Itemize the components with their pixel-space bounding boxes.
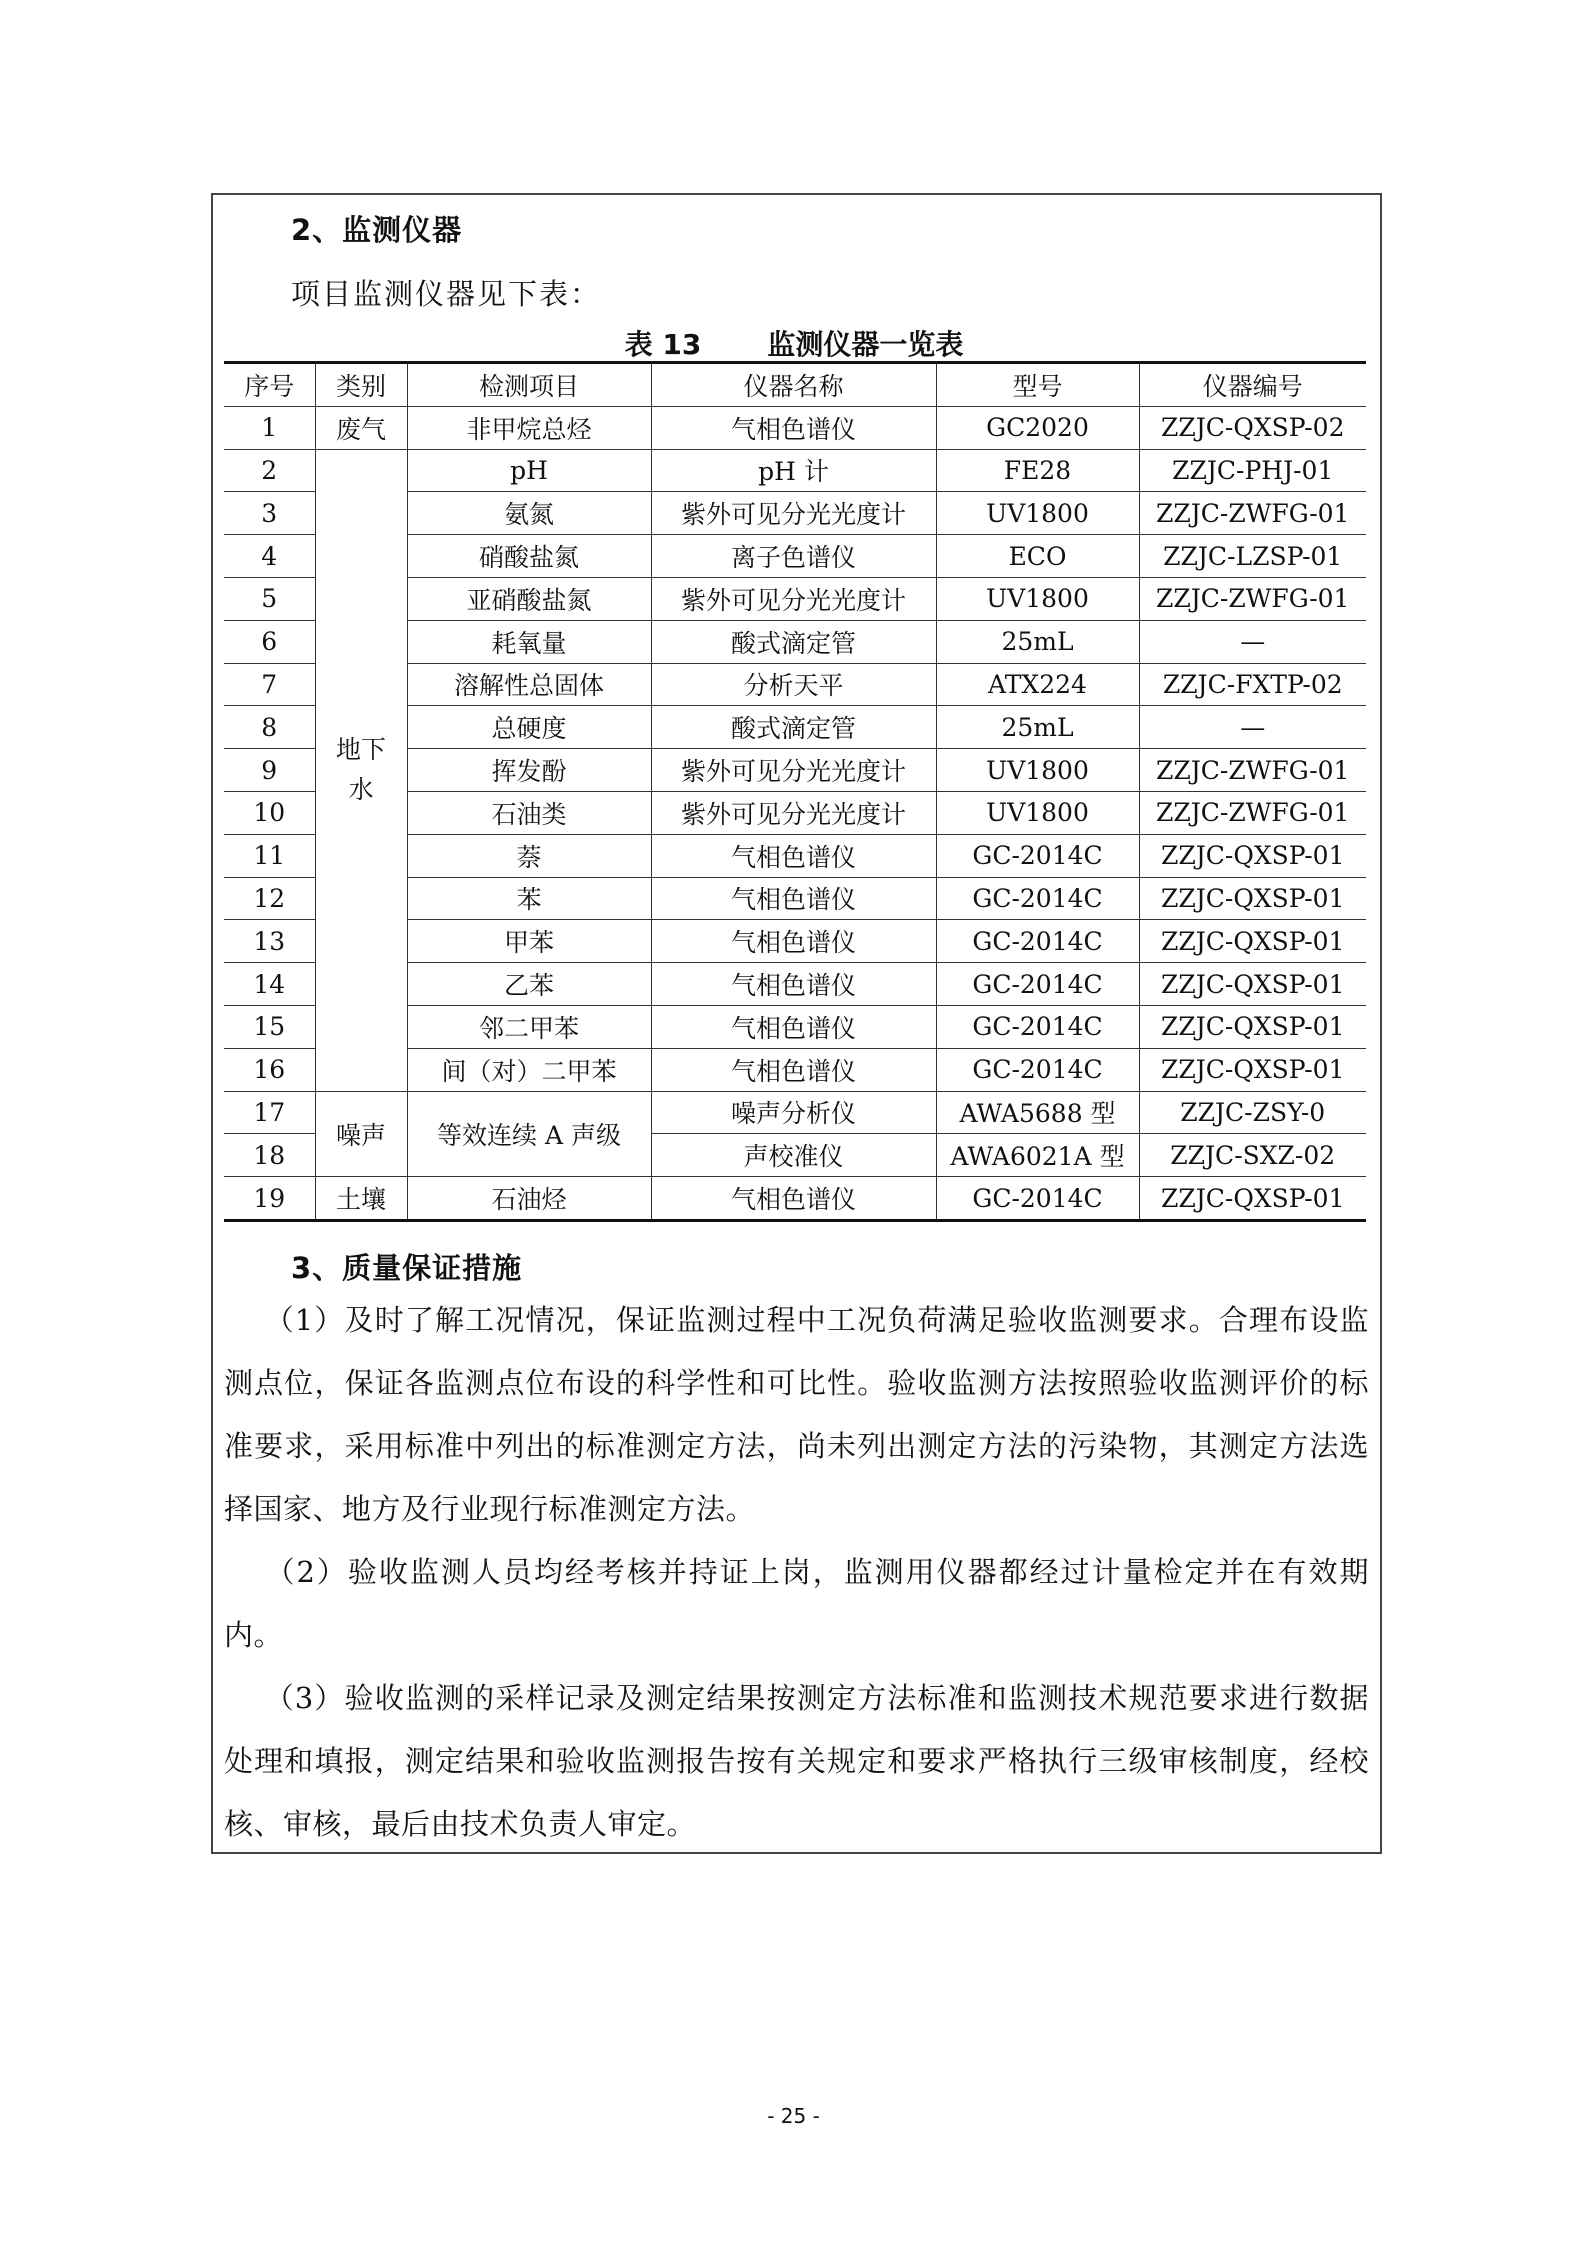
cell-model: UV1800 (936, 577, 1139, 620)
cell-code: ZZJC-FXTP-02 (1139, 663, 1366, 706)
table-row (224, 1177, 1366, 1221)
cell-code: ZZJC-LZSP-01 (1139, 535, 1366, 578)
cell-item: pH (407, 449, 651, 492)
cell-item: 挥发酚 (407, 749, 651, 792)
header-instrument: 仪器名称 (651, 363, 936, 407)
cell-no: 19 (224, 1177, 315, 1221)
cell-model: UV1800 (936, 749, 1139, 792)
cell-code: ZZJC-QXSP-01 (1139, 1048, 1366, 1091)
cell-item: 甲苯 (407, 920, 651, 963)
cell-model: GC-2014C (936, 1048, 1139, 1091)
cell-instrument: 紫外可见分光光度计 (651, 791, 936, 834)
header-code: 仪器编号 (1139, 363, 1366, 407)
cell-item: 石油烃 (407, 1177, 651, 1221)
cell-instrument: 气相色谱仪 (651, 877, 936, 920)
category-groundwater: 地下 水 (335, 735, 386, 805)
cell-code: ZZJC-ZWFG-01 (1139, 577, 1366, 620)
cell-code: ZZJC-QXSP-01 (1139, 1177, 1366, 1221)
cell-instrument: 气相色谱仪 (651, 1177, 936, 1221)
cell-category: 废气 (315, 406, 407, 449)
cell-item: 耗氧量 (407, 620, 651, 663)
cell-item: 硝酸盐氮 (407, 535, 651, 578)
section-2-intro: 项目监测仪器见下表： (291, 277, 602, 311)
cell-category: 噪声 (315, 1091, 407, 1177)
cell-code: ZZJC-QXSP-01 (1139, 834, 1366, 877)
cell-model: UV1800 (936, 791, 1139, 834)
cell-no: 2 (224, 449, 315, 492)
cell-no: 11 (224, 834, 315, 877)
cell-instrument: 离子色谱仪 (651, 535, 936, 578)
cell-item: 苯 (407, 877, 651, 920)
cell-instrument: 声校准仪 (651, 1134, 936, 1177)
cell-no: 7 (224, 663, 315, 706)
cell-code: ZZJC-ZWFG-01 (1139, 492, 1366, 535)
cell-item: 氨氮 (407, 492, 651, 535)
cell-no: 8 (224, 706, 315, 749)
cell-item: 邻二甲苯 (407, 1005, 651, 1048)
cell-no: 6 (224, 620, 315, 663)
table-title-text: 监测仪器一览表 (767, 328, 964, 361)
cell-no: 17 (224, 1091, 315, 1134)
cell-model: 25mL (936, 620, 1139, 663)
paragraph-2 (224, 1541, 1369, 1667)
cell-model: FE28 (936, 449, 1139, 492)
header-no: 序号 (224, 363, 315, 407)
cell-model: AWA5688 型 (936, 1091, 1139, 1134)
cell-model: ECO (936, 535, 1139, 578)
cell-instrument: 紫外可见分光光度计 (651, 577, 936, 620)
cell-model: GC-2014C (936, 1005, 1139, 1048)
cell-item: 间（对）二甲苯 (407, 1048, 651, 1091)
cell-no: 1 (224, 406, 315, 449)
cell-code: ZZJC-ZSY-0 (1139, 1091, 1366, 1134)
cell-item: 石油类 (407, 791, 651, 834)
cell-category: 土壤 (315, 1177, 407, 1221)
cell-code: — (1139, 620, 1366, 663)
cell-code: ZZJC-QXSP-02 (1139, 406, 1366, 449)
table-row (224, 449, 1366, 492)
cell-instrument: 气相色谱仪 (651, 834, 936, 877)
cell-model: 25mL (936, 706, 1139, 749)
table-number: 表 13 (624, 328, 702, 361)
page-number: - 25 - (767, 2104, 820, 2128)
paragraph-1 (224, 1289, 1369, 1541)
cell-instrument: 紫外可见分光光度计 (651, 492, 936, 535)
header-model: 型号 (936, 363, 1139, 407)
cell-model: GC-2014C (936, 877, 1139, 920)
paragraph-2-text: （2）验收监测人员均经考核并持证上岗，监测用仪器都经过计量检定并在有效期内。 (224, 1555, 1369, 1652)
cell-model: ATX224 (936, 663, 1139, 706)
header-item: 检测项目 (407, 363, 651, 407)
cell-model: UV1800 (936, 492, 1139, 535)
cell-model: GC-2014C (936, 920, 1139, 963)
cell-code: ZZJC-QXSP-01 (1139, 877, 1366, 920)
cell-no: 9 (224, 749, 315, 792)
cell-instrument: 酸式滴定管 (651, 706, 936, 749)
cell-code: ZZJC-PHJ-01 (1139, 449, 1366, 492)
cell-model: GC2020 (936, 406, 1139, 449)
cell-item: 乙苯 (407, 963, 651, 1006)
cell-code: ZZJC-QXSP-01 (1139, 1005, 1366, 1048)
cell-model: GC-2014C (936, 963, 1139, 1006)
table-title (224, 323, 1364, 363)
cell-instrument: 噪声分析仪 (651, 1091, 936, 1134)
cell-instrument: pH 计 (651, 449, 936, 492)
cell-code: ZZJC-SXZ-02 (1139, 1134, 1366, 1177)
cell-instrument: 气相色谱仪 (651, 406, 936, 449)
cell-no: 18 (224, 1134, 315, 1177)
cell-item: 非甲烷总烃 (407, 406, 651, 449)
cell-item: 总硬度 (407, 706, 651, 749)
cell-no: 4 (224, 535, 315, 578)
cell-code: ZZJC-ZWFG-01 (1139, 791, 1366, 834)
cell-instrument: 气相色谱仪 (651, 1048, 936, 1091)
cell-item: 亚硝酸盐氮 (407, 577, 651, 620)
table-header-row (224, 363, 1366, 407)
cell-no: 3 (224, 492, 315, 535)
cell-instrument: 气相色谱仪 (651, 920, 936, 963)
cell-code: — (1139, 706, 1366, 749)
cell-code: ZZJC-ZWFG-01 (1139, 749, 1366, 792)
cell-instrument: 分析天平 (651, 663, 936, 706)
cell-instrument: 酸式滴定管 (651, 620, 936, 663)
cell-no: 5 (224, 577, 315, 620)
cell-item: 溶解性总固体 (407, 663, 651, 706)
cell-code: ZZJC-QXSP-01 (1139, 963, 1366, 1006)
section-2-heading: 2、监测仪器 (291, 213, 463, 247)
cell-code: ZZJC-QXSP-01 (1139, 920, 1366, 963)
header-category: 类别 (315, 363, 407, 407)
cell-no: 15 (224, 1005, 315, 1048)
cell-no: 10 (224, 791, 315, 834)
cell-no: 12 (224, 877, 315, 920)
cell-item: 等效连续 A 声级 (407, 1091, 651, 1177)
paragraph-3 (224, 1667, 1369, 1856)
cell-no: 16 (224, 1048, 315, 1091)
instrument-table (224, 361, 1366, 1222)
paragraph-3-text: （3）验收监测的采样记录及测定结果按测定方法标准和监测技术规范要求进行数据处理和填报，测定结果和验收监测报告按有关规定和要求严格执行三级审核制度，经校核、审核，最后由技术负责人审定。 (224, 1681, 1369, 1841)
cell-category (315, 449, 407, 1091)
section-3-heading: 3、质量保证措施 (291, 1251, 523, 1285)
table-row (224, 1091, 1366, 1134)
table-row (224, 406, 1366, 449)
cell-model: GC-2014C (936, 1177, 1139, 1221)
cell-instrument: 气相色谱仪 (651, 1005, 936, 1048)
cell-model: GC-2014C (936, 834, 1139, 877)
paragraph-1-text: （1）及时了解工况情况，保证监测过程中工况负荷满足验收监测要求。合理布设监测点位，保证各监测点位布设的科学性和可比性。验收监测方法按照验收监测评价的标准要求，采用标准中列出的标准测定方法，尚未列出测定方法的污染物，其测定方法选择国家、地方及行业现行标准测定方法。 (224, 1303, 1369, 1526)
cell-no: 14 (224, 963, 315, 1006)
cell-instrument: 气相色谱仪 (651, 963, 936, 1006)
cell-item: 萘 (407, 834, 651, 877)
cell-no: 13 (224, 920, 315, 963)
cell-model: AWA6021A 型 (936, 1134, 1139, 1177)
cell-instrument: 紫外可见分光光度计 (651, 749, 936, 792)
